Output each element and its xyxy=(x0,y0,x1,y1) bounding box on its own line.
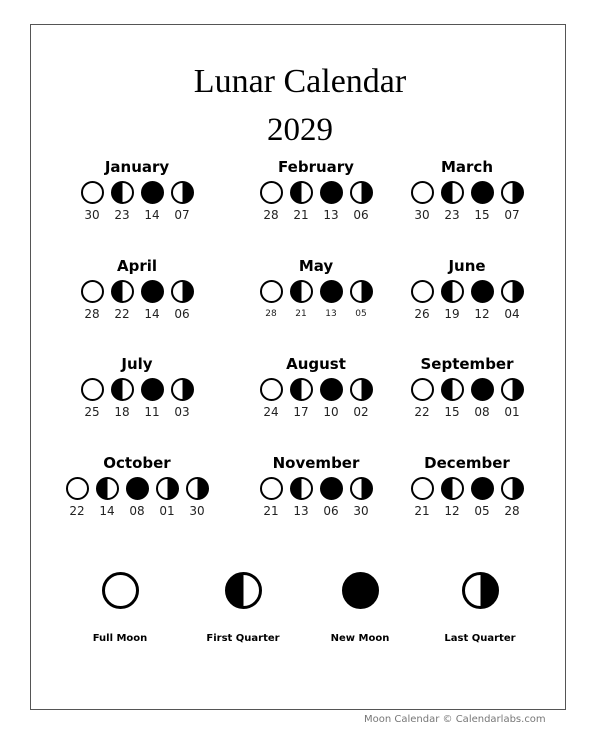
phase-date: 28 xyxy=(504,504,520,518)
phase-row xyxy=(367,477,567,518)
legend-item-first xyxy=(183,572,303,644)
phase-date: 21 xyxy=(263,504,279,518)
phase-date: 30 xyxy=(189,504,205,518)
new-moon-icon xyxy=(141,280,164,303)
month-march xyxy=(367,158,567,222)
phase-cell xyxy=(81,181,104,222)
phase-date: 12 xyxy=(444,504,460,518)
phase-date: 21 xyxy=(293,208,309,222)
phase-cell xyxy=(290,181,313,222)
phase-date: 25 xyxy=(84,405,100,419)
phase-cell xyxy=(441,477,464,518)
phase-date: 30 xyxy=(414,208,430,222)
new-moon-icon xyxy=(471,280,494,303)
phase-date: 10 xyxy=(323,405,339,419)
phase-row xyxy=(367,378,567,419)
phase-date: 30 xyxy=(84,208,100,222)
phase-date: 22 xyxy=(414,405,430,419)
phase-date: 05 xyxy=(355,309,367,319)
first-quarter-icon xyxy=(225,572,262,609)
last-quarter-icon xyxy=(501,280,524,303)
phase-cell xyxy=(320,280,343,321)
phase-date: 17 xyxy=(293,405,309,419)
phase-cell xyxy=(66,477,89,518)
month-december xyxy=(367,454,567,518)
phase-cell xyxy=(320,378,343,419)
last-quarter-icon xyxy=(156,477,179,500)
phase-cell xyxy=(441,280,464,321)
phase-date: 03 xyxy=(174,405,190,419)
phase-cell xyxy=(471,477,494,518)
phase-date: 28 xyxy=(84,307,100,321)
first-quarter-icon xyxy=(290,280,313,303)
last-quarter-icon xyxy=(501,181,524,204)
new-moon-icon xyxy=(141,181,164,204)
phase-date: 13 xyxy=(293,504,309,518)
phase-date: 11 xyxy=(144,405,160,419)
phase-date: 22 xyxy=(69,504,85,518)
last-quarter-icon xyxy=(171,378,194,401)
first-quarter-icon xyxy=(441,280,464,303)
new-moon-icon xyxy=(320,378,343,401)
new-moon-icon xyxy=(126,477,149,500)
month-january xyxy=(37,158,237,222)
phase-cell xyxy=(141,181,164,222)
month-name: September xyxy=(420,355,514,373)
phase-row xyxy=(367,280,567,321)
full-moon-icon xyxy=(260,280,283,303)
month-name: April xyxy=(116,257,158,275)
phase-cell xyxy=(111,378,134,419)
first-quarter-icon xyxy=(290,477,313,500)
new-moon-icon xyxy=(471,378,494,401)
first-quarter-icon xyxy=(290,378,313,401)
last-quarter-icon xyxy=(462,572,499,609)
phase-date: 05 xyxy=(474,504,490,518)
month-october xyxy=(37,454,237,518)
phase-row xyxy=(37,181,237,222)
new-moon-icon xyxy=(320,477,343,500)
phase-cell xyxy=(290,378,313,419)
full-moon-icon xyxy=(81,378,104,401)
phase-cell xyxy=(111,181,134,222)
month-name: August xyxy=(286,355,346,373)
phase-cell xyxy=(411,477,434,518)
legend-label: Last Quarter xyxy=(444,633,516,644)
phase-date: 28 xyxy=(263,208,279,222)
phase-cell xyxy=(141,280,164,321)
legend-item-full xyxy=(60,572,180,644)
first-quarter-icon xyxy=(441,378,464,401)
full-moon-icon xyxy=(81,280,104,303)
phase-date: 12 xyxy=(474,307,490,321)
new-moon-icon xyxy=(471,181,494,204)
phase-cell xyxy=(471,181,494,222)
month-name: October xyxy=(103,454,171,472)
phase-cell xyxy=(260,378,283,419)
phase-cell xyxy=(411,280,434,321)
phase-cell xyxy=(290,280,313,321)
phase-cell xyxy=(471,378,494,419)
phase-date: 14 xyxy=(144,307,160,321)
footer-credit: Moon Calendar © Calendarlabs.com xyxy=(364,714,546,725)
phase-date: 18 xyxy=(114,405,130,419)
month-name: January xyxy=(104,158,170,176)
first-quarter-icon xyxy=(96,477,119,500)
month-name: July xyxy=(121,355,153,373)
full-moon-icon xyxy=(81,181,104,204)
phase-row xyxy=(37,477,237,518)
last-quarter-icon xyxy=(501,477,524,500)
phase-cell xyxy=(260,181,283,222)
month-april xyxy=(37,257,237,321)
new-moon-icon xyxy=(342,572,379,609)
phase-cell xyxy=(260,280,283,321)
phase-cell xyxy=(126,477,149,518)
phase-cell xyxy=(186,477,209,518)
full-moon-icon xyxy=(411,378,434,401)
first-quarter-icon xyxy=(441,181,464,204)
phase-cell xyxy=(141,378,164,419)
phase-cell xyxy=(471,280,494,321)
month-name: November xyxy=(272,454,360,472)
phase-date: 01 xyxy=(159,504,175,518)
phase-row xyxy=(367,181,567,222)
month-name: June xyxy=(448,257,486,275)
phase-date: 13 xyxy=(325,309,337,319)
phase-cell xyxy=(290,477,313,518)
phase-date: 23 xyxy=(114,208,130,222)
phase-cell xyxy=(501,378,524,419)
phase-date: 14 xyxy=(144,208,160,222)
phase-cell xyxy=(260,477,283,518)
phase-date: 08 xyxy=(129,504,145,518)
phase-cell xyxy=(156,477,179,518)
phase-cell xyxy=(320,181,343,222)
phase-date: 23 xyxy=(444,208,460,222)
phase-date: 06 xyxy=(323,504,339,518)
phase-cell xyxy=(320,477,343,518)
phase-date: 28 xyxy=(265,309,277,319)
phase-row xyxy=(37,378,237,419)
full-moon-icon xyxy=(411,280,434,303)
phase-cell xyxy=(411,378,434,419)
phase-date: 06 xyxy=(174,307,190,321)
month-name: May xyxy=(298,257,334,275)
phase-row xyxy=(37,280,237,321)
phase-date: 15 xyxy=(474,208,490,222)
phase-date: 30 xyxy=(353,504,369,518)
full-moon-icon xyxy=(260,477,283,500)
year-title: 2029 xyxy=(267,112,333,148)
month-june xyxy=(367,257,567,321)
month-name: February xyxy=(278,158,354,176)
phase-date: 14 xyxy=(99,504,115,518)
phase-date: 26 xyxy=(414,307,430,321)
phase-date: 21 xyxy=(414,504,430,518)
phase-date: 24 xyxy=(263,405,279,419)
phase-cell xyxy=(81,378,104,419)
legend-label: Full Moon xyxy=(92,633,148,644)
phase-date: 13 xyxy=(323,208,339,222)
full-moon-icon xyxy=(411,477,434,500)
page-title: Lunar Calendar xyxy=(193,63,407,100)
new-moon-icon xyxy=(320,181,343,204)
new-moon-icon xyxy=(471,477,494,500)
phase-date: 06 xyxy=(353,208,369,222)
phase-date: 07 xyxy=(174,208,190,222)
month-name: March xyxy=(440,158,494,176)
full-moon-icon xyxy=(66,477,89,500)
first-quarter-icon xyxy=(111,378,134,401)
phase-date: 04 xyxy=(504,307,520,321)
phase-cell xyxy=(96,477,119,518)
phase-cell xyxy=(171,181,194,222)
first-quarter-icon xyxy=(111,181,134,204)
last-quarter-icon xyxy=(171,280,194,303)
legend-label: New Moon xyxy=(330,633,390,644)
new-moon-icon xyxy=(141,378,164,401)
phase-cell xyxy=(501,280,524,321)
phase-date: 19 xyxy=(444,307,460,321)
phase-date: 22 xyxy=(114,307,130,321)
month-name: December xyxy=(424,454,510,472)
phase-date: 01 xyxy=(504,405,520,419)
phase-cell xyxy=(501,477,524,518)
phase-date: 02 xyxy=(353,405,369,419)
new-moon-icon xyxy=(320,280,343,303)
month-july xyxy=(37,355,237,419)
legend-item-last xyxy=(420,572,540,644)
phase-date: 15 xyxy=(444,405,460,419)
phase-cell xyxy=(441,181,464,222)
full-moon-icon xyxy=(102,572,139,609)
phase-cell xyxy=(171,378,194,419)
phase-date: 08 xyxy=(474,405,490,419)
month-september xyxy=(367,355,567,419)
phase-cell xyxy=(111,280,134,321)
last-quarter-icon xyxy=(501,378,524,401)
first-quarter-icon xyxy=(290,181,313,204)
full-moon-icon xyxy=(411,181,434,204)
phase-cell xyxy=(81,280,104,321)
first-quarter-icon xyxy=(111,280,134,303)
phase-cell xyxy=(171,280,194,321)
legend-item-new xyxy=(300,572,420,644)
phase-date: 21 xyxy=(295,309,307,319)
last-quarter-icon xyxy=(186,477,209,500)
phase-cell xyxy=(411,181,434,222)
phase-cell xyxy=(441,378,464,419)
full-moon-icon xyxy=(260,378,283,401)
legend-label: First Quarter xyxy=(206,633,280,644)
phase-cell xyxy=(501,181,524,222)
phase-date: 07 xyxy=(504,208,520,222)
first-quarter-icon xyxy=(441,477,464,500)
full-moon-icon xyxy=(260,181,283,204)
last-quarter-icon xyxy=(171,181,194,204)
